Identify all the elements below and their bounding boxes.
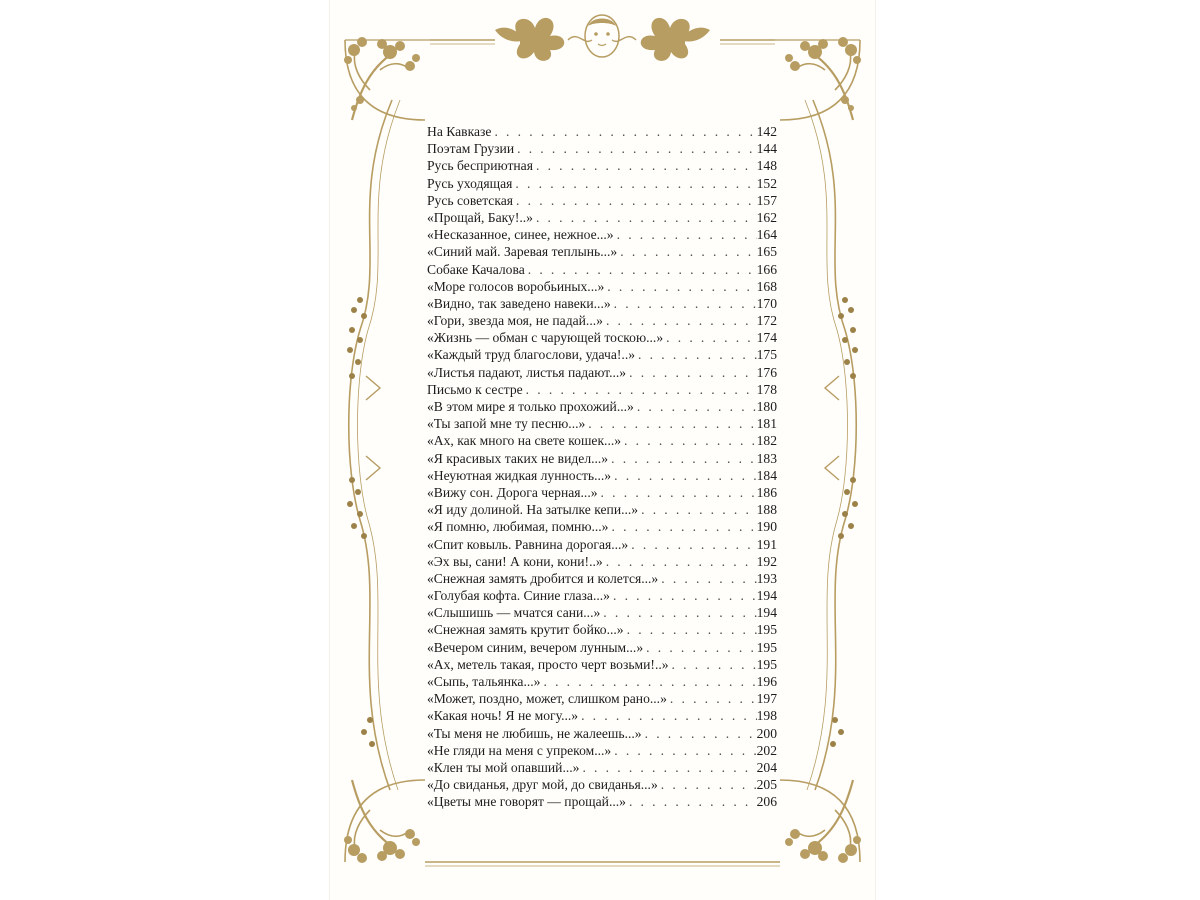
toc-entry-title: «Сыпь, тальянка...» [427, 674, 541, 689]
toc-entry-title: «Снежная замять дробится и колется...» [427, 570, 659, 586]
toc-entry[interactable] [427, 226, 777, 243]
toc-dot-leader [512, 175, 756, 192]
toc-entry-title: «Ты запой мне ту песню...» [427, 416, 586, 432]
toc-dot-leader [604, 278, 756, 295]
toc-entry-title: «Я красивых таких не видел...» [427, 450, 609, 466]
toc-dot-leader [525, 261, 757, 278]
toc-entry[interactable] [427, 209, 777, 226]
toc-entry[interactable] [427, 398, 777, 415]
toc-entry[interactable] [427, 776, 777, 793]
toc-dot-leader [608, 518, 756, 535]
toc-entry-page-number: 192 [756, 553, 777, 569]
toc-entry-title: Русь советская [427, 192, 514, 208]
toc-entry-title: «Слышишь — мчатся сани...» [427, 605, 601, 621]
toc-entry[interactable] [427, 742, 777, 759]
toc-dot-leader [658, 776, 757, 793]
toc-entry[interactable] [427, 175, 777, 192]
toc-dot-leader [608, 450, 757, 467]
toc-entry-title: «В этом мире я только прохожий...» [427, 399, 634, 414]
toc-entry-title: «Я помню, любимая, помню...» [427, 519, 609, 535]
toc-entry-title: «Эх вы, сани! А кони, кони!..» [427, 553, 603, 569]
toc-entry[interactable] [427, 518, 777, 535]
toc-entry-page-number: 164 [756, 227, 777, 243]
toc-entry-page-number: 197 [756, 691, 777, 707]
toc-entry-title: «Цветы мне говорят — прощай...» [427, 794, 626, 810]
toc-entry-title: Собаке Качалова [427, 261, 525, 277]
toc-dot-leader [611, 467, 757, 484]
toc-dot-leader [621, 432, 757, 449]
toc-entry-page-number: 188 [756, 502, 777, 518]
toc-dot-leader [533, 209, 757, 226]
toc-entry-page-number: 196 [756, 674, 777, 689]
toc-dot-leader [642, 725, 757, 742]
table-of-contents [427, 123, 777, 811]
toc-dot-leader [617, 243, 756, 260]
toc-entry[interactable] [427, 415, 777, 432]
toc-dot-leader [635, 346, 757, 363]
toc-entry-title: «Синий май. Заревая теплынь...» [427, 244, 618, 260]
toc-entry-page-number: 168 [756, 278, 777, 294]
toc-entry-page-number: 152 [756, 175, 777, 191]
toc-entry[interactable] [427, 364, 777, 381]
toc-dot-leader [624, 621, 757, 638]
toc-dot-leader [628, 536, 756, 553]
toc-dot-leader [614, 226, 757, 243]
toc-entry-title: «Я иду долиной. На затылке кепи...» [427, 502, 639, 518]
toc-entry[interactable] [427, 381, 777, 398]
toc-entry[interactable] [427, 312, 777, 329]
toc-entry[interactable] [427, 450, 777, 467]
toc-entry-page-number: 182 [756, 433, 777, 449]
toc-entry-page-number: 144 [756, 141, 777, 157]
toc-entry-title: На Кавказе [427, 124, 492, 139]
toc-dot-leader [514, 140, 757, 157]
toc-entry-page-number: 172 [756, 313, 777, 329]
toc-entry-page-number: 206 [756, 794, 777, 810]
toc-entry-title: «Клен ты мой опавший...» [427, 759, 580, 775]
toc-entry-page-number: 205 [756, 777, 777, 793]
toc-entry-page-number: 194 [756, 588, 777, 604]
toc-entry-page-number: 180 [756, 399, 777, 414]
toc-dot-leader [634, 398, 757, 415]
toc-entry-title: «Прощай, Баку!..» [427, 209, 533, 225]
toc-entry-title: «До свиданья, друг мой, до свиданья...» [427, 777, 658, 793]
toc-dot-leader [513, 192, 757, 209]
toc-entry-title: «Не гляди на меня с упреком...» [427, 742, 612, 758]
toc-dot-leader [603, 312, 757, 329]
toc-entry-title: «Снежная замять крутит бойко...» [427, 622, 624, 638]
toc-entry-title: «Вижу сон. Дорога черная...» [427, 484, 598, 500]
toc-entry-page-number: 204 [756, 759, 777, 775]
toc-entry-title: «Листья падают, листья падают...» [427, 364, 627, 380]
toc-entry-page-number: 181 [756, 416, 777, 432]
toc-entry-page-number: 157 [756, 192, 777, 208]
toc-entry[interactable] [427, 553, 777, 570]
toc-entry-page-number: 176 [756, 364, 777, 380]
toc-entry[interactable] [427, 673, 777, 690]
toc-dot-leader [533, 157, 757, 174]
toc-entry-title: «Море голосов воробьиных...» [427, 278, 605, 294]
toc-entry[interactable] [427, 329, 777, 346]
toc-entry[interactable] [427, 346, 777, 363]
toc-entry-title: Русь бесприютная [427, 158, 533, 174]
toc-entry[interactable] [427, 604, 777, 621]
toc-entry[interactable] [427, 157, 777, 174]
toc-entry[interactable] [427, 725, 777, 742]
toc-dot-leader [611, 742, 756, 759]
toc-dot-leader [663, 329, 756, 346]
toc-entry-title: «Несказанное, синее, нежное...» [427, 227, 614, 243]
toc-entry[interactable] [427, 501, 777, 518]
toc-dot-leader [638, 501, 757, 518]
toc-entry-page-number: 194 [756, 605, 777, 621]
toc-entry[interactable] [427, 192, 777, 209]
toc-entry-page-number: 175 [756, 347, 777, 363]
top-ornament [495, 15, 710, 61]
toc-entry[interactable] [427, 243, 777, 260]
toc-entry-page-number: 184 [756, 467, 777, 483]
toc-dot-leader [600, 604, 756, 621]
toc-dot-leader [578, 707, 757, 724]
toc-entry-title: «Гори, звезда моя, не падай...» [427, 313, 603, 329]
toc-entry-page-number: 183 [756, 450, 777, 466]
toc-entry-page-number: 202 [756, 742, 777, 758]
toc-entry[interactable] [427, 759, 777, 776]
toc-dot-leader [626, 364, 757, 381]
toc-entry[interactable] [427, 570, 777, 587]
toc-entry-page-number: 170 [756, 295, 777, 311]
toc-entry[interactable] [427, 278, 777, 295]
toc-entry[interactable] [427, 587, 777, 604]
toc-entry-title: «Неуютная жидкая лунность...» [427, 467, 612, 483]
toc-entry-page-number: 200 [756, 725, 777, 741]
toc-entry[interactable] [427, 536, 777, 553]
toc-entry[interactable] [427, 295, 777, 312]
corner-tree-bottom-left [344, 780, 420, 863]
toc-entry-title: Русь уходящая [427, 175, 513, 191]
toc-entry-title: «Каждый труд благослови, удача!..» [427, 347, 636, 363]
toc-entry[interactable] [427, 140, 777, 157]
toc-dot-leader [491, 123, 756, 140]
toc-entry-page-number: 198 [756, 708, 777, 724]
toc-dot-leader [598, 484, 757, 501]
toc-dot-leader [626, 793, 757, 810]
toc-entry-title: «Голубая кофта. Синие глаза...» [427, 588, 610, 604]
toc-entry-page-number: 142 [756, 124, 777, 139]
toc-entry-title: Письмо к сестре [427, 381, 523, 397]
toc-entry[interactable] [427, 432, 777, 449]
toc-entry-title: «Спит ковыль. Равнина дорогая...» [427, 536, 629, 552]
toc-dot-leader [523, 381, 757, 398]
toc-entry-title: «Ты меня не любишь, не жалеешь...» [427, 725, 642, 741]
book-page [330, 0, 875, 900]
toc-entry[interactable] [427, 656, 777, 673]
toc-dot-leader [611, 295, 757, 312]
toc-entry-page-number: 195 [756, 639, 777, 655]
toc-dot-leader [643, 639, 756, 656]
toc-dot-leader [669, 656, 757, 673]
toc-dot-leader [540, 673, 756, 690]
toc-entry[interactable] [427, 484, 777, 501]
toc-dot-leader [658, 570, 756, 587]
toc-entry-page-number: 165 [756, 244, 777, 260]
toc-entry-title: «Видно, так заведено навеки...» [427, 295, 611, 311]
toc-entry-page-number: 190 [756, 519, 777, 535]
toc-dot-leader [579, 759, 756, 776]
toc-entry-page-number: 162 [756, 209, 777, 225]
toc-entry-title: «Ах, как много на свете кошек...» [427, 433, 622, 449]
toc-entry-title: «Какая ночь! Я не могу...» [427, 708, 579, 724]
toc-entry-page-number: 178 [756, 381, 777, 397]
toc-entry-page-number: 186 [756, 484, 777, 500]
toc-entry[interactable] [427, 707, 777, 724]
toc-entry[interactable] [427, 621, 777, 638]
toc-entry-page-number: 174 [756, 330, 777, 346]
toc-entry-title: «Ах, метель такая, просто черт возьми!..» [427, 656, 669, 672]
toc-entry-page-number: 148 [756, 158, 777, 174]
corner-tree-top-left [344, 37, 420, 120]
toc-entry-title: «Вечером синим, вечером лунным...» [427, 639, 644, 655]
toc-entry-page-number: 166 [756, 261, 777, 277]
toc-entry[interactable] [427, 639, 777, 656]
toc-entry[interactable] [427, 123, 777, 140]
toc-dot-leader [610, 587, 757, 604]
toc-entry[interactable] [427, 261, 777, 278]
toc-entry-page-number: 193 [756, 570, 777, 586]
toc-entry-page-number: 191 [756, 536, 777, 552]
toc-entry-title: Поэтам Грузии [427, 141, 515, 157]
toc-dot-leader [585, 415, 756, 432]
toc-dot-leader [603, 553, 757, 570]
toc-entry[interactable] [427, 467, 777, 484]
corner-tree-bottom-right [785, 780, 861, 863]
toc-entry-page-number: 195 [756, 622, 777, 638]
toc-entry[interactable] [427, 690, 777, 707]
corner-tree-top-right [785, 37, 861, 120]
toc-entry[interactable] [427, 793, 777, 810]
toc-dot-leader [667, 690, 757, 707]
toc-entry-title: «Жизнь — обман с чарующей тоскою...» [427, 330, 664, 346]
toc-entry-title: «Может, поздно, может, слишком рано...» [427, 691, 667, 707]
toc-entry-page-number: 195 [756, 656, 777, 672]
